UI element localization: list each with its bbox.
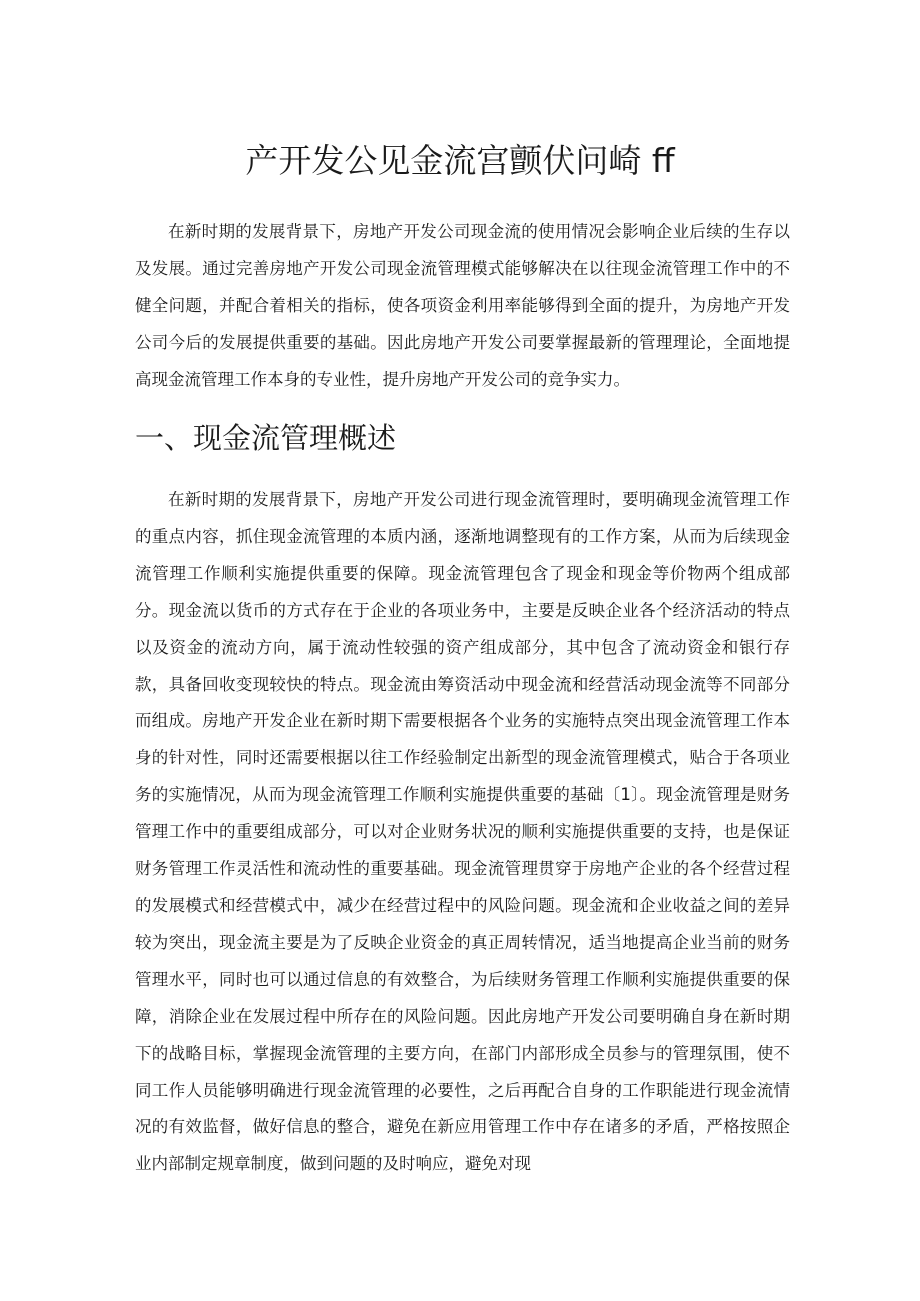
section-heading-overview: 一、现金流管理概述 [135,421,397,455]
section-paragraph-overview: 在新时期的发展背景下，房地产开发公司进行现金流管理时，要明确现金流管理工作的重点内容，抓住现金流管理的本质内涵，逐渐地调整现有的工作方案，从而为后续现金流管理工作顺利实施提供重要的保障。现金流管理包含了现金和现金等价物两个组成部分。现金流以货币的方式存在于企业的各项业务中，主要是反映企业各个经济活动的特点以及资金的流动方向，属于流动性较强的资产组成部分，其中包含了流动资金和银行存款，具备回收变现较快的特点。现金流由筹资活动中现金流和经营活动现金流等不同部分而组成。房地产开发企业在新时期下需要根据各个业务的实施特点突出现金流管理工作本身的针对性，同时还需要根据以往工作经验制定出新型的现金流管理模式，贴合于各项业务的实施情况，从而为现金流管理工作顺利实施提供重要的基础〔1〕。现金流管理是财务管理工作中的重要组成部分，可以对企业财务状况的顺利实施提供重要的支持，也是保证财务管理工作灵活性和流动性的重要基础。现金流管理贯穿于房地产企业的各个经营过程的发展模式和经营模式中，减少在经营过程中的风险问题。现金流和企业收益之间的差异较为突出，现金流主要是为了反映企业资金的真正周转情况，适当地提高企业当前的财务管理水平，同时也可以通过信息的有效整合，为后续财务管理工作顺利实施提供重要的保障，消除企业在发展过程中所存在的风险问题。因此房地产开发公司要明确自身在新时期下的战略目标，掌握现金流管理的主要方向，在部门内部形成全员参与的管理氛围，使不同工作人员能够明确进行现金流管理的必要性，之后再配合自身的工作职能进行现金流情况的有效监督，做好信息的整合，避免在新应用管理工作中存在诸多的矛盾，严格按照企业内部制定规章制度，做到问题的及时响应，避免对现 [135,490,790,1174]
intro-paragraph: 在新时期的发展背景下，房地产开发公司现金流的使用情况会影响企业后续的生存以及发展。通过完善房地产开发公司现金流管理模式能够解决在以往现金流管理工作中的不健全问题，并配合着相关的指标，使各项资金利用率能够得到全面的提升，为房地产开发公司今后的发展提供重要的基础。因此房地产开发公司要掌握最新的管理理论，全面地提高现金流管理工作本身的专业性，提升房地产开发公司的竞争实力。 [135,222,790,389]
document-title: 产开发公见金流宫颤伏问崎 ff [245,141,675,180]
